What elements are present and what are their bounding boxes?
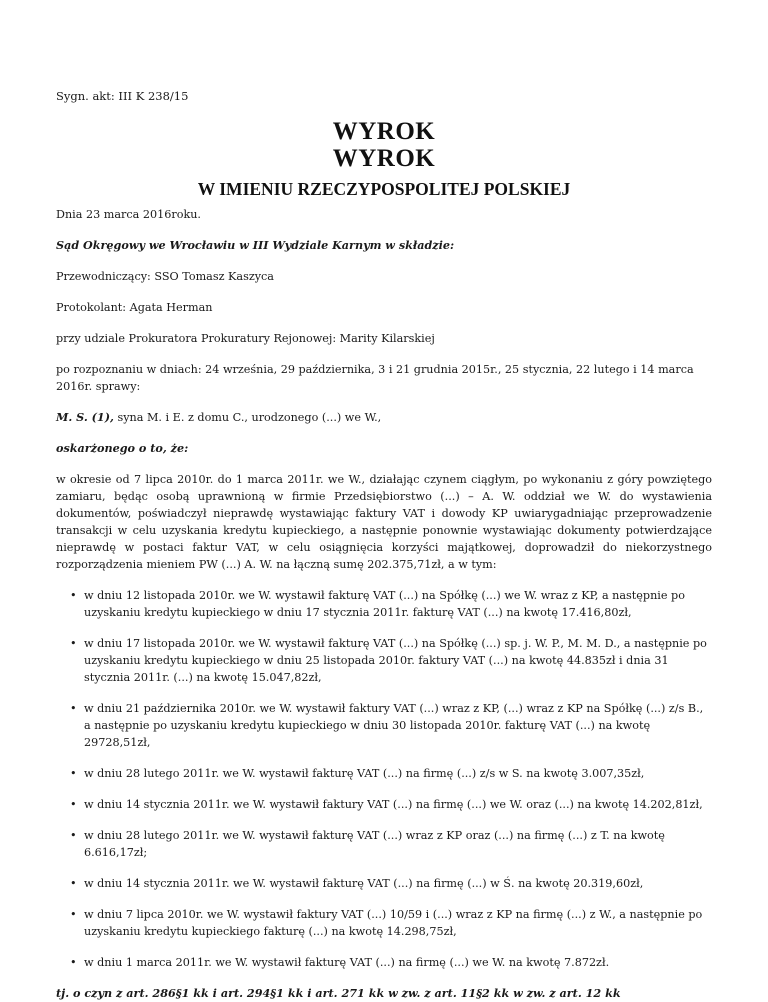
charge-items-list bbox=[56, 587, 712, 971]
bullet-icon: • bbox=[70, 956, 77, 969]
case-number: Sygn. akt: III K 238/15 bbox=[56, 89, 189, 103]
legal-basis: tj. o czyn z art. 286§1 kk i art. 294§1 kk i art. 271 kk w zw. z art. 11§2 kk w zw. z art. 12 kk bbox=[56, 986, 621, 1000]
charge-item: • w dniu 17 listopada 2010r. we W. wystawił fakturę VAT (...) na Spółkę (...) sp. j. W. P., M. M. D., a następnie po uzyskaniu kredytu kupieckiego w dniu 25 listopada 2010r. faktury VAT (...) na kwotę 44.835zł i dnia 31 stycznia 2011r. (...) na kwotę 15.047,82zł, bbox=[70, 637, 707, 684]
accused-heading: oskarżonego o to, że: bbox=[56, 441, 189, 455]
document-subtitle: W IMIENIU RZECZYPOSPOLITEJ POLSKIEJ bbox=[197, 179, 571, 199]
presiding-judge: Przewodniczący: SSO Tomasz Kaszyca bbox=[56, 270, 274, 283]
charge-item: • w dniu 21 października 2010r. we W. wystawił faktury VAT (...) wraz z KP, (...) wraz z KP na Spółkę (...) z/s B., a następnie po uzyskaniu kredytu kupieckiego w dniu 30 listopada 2010r. fakturę VAT (...) na kwotę 29728,51zł, bbox=[70, 702, 704, 749]
bullet-icon: • bbox=[70, 798, 77, 811]
charge-item: • w dniu 12 listopada 2010r. we W. wystawił fakturę VAT (...) na Spółkę (...) we W. wraz z KP, a następnie po uzyskaniu kredytu kupieckiego w dniu 17 stycznia 2011r. fakturę VAT (...) na kwotę 17.416,80zł, bbox=[70, 589, 685, 619]
bullet-icon: • bbox=[70, 702, 77, 715]
document-page bbox=[56, 88, 712, 1002]
charge-item: • w dniu 28 lutego 2011r. we W. wystawił fakturę VAT (...) wraz z KP oraz (...) na firmę (...) z T. na kwotę 6.616,17zł; bbox=[70, 829, 665, 859]
judgment-date: Dnia 23 marca 2016roku. bbox=[56, 208, 201, 221]
charge-item: • w dniu 1 marca 2011r. we W. wystawił fakturę VAT (...) na firmę (...) we W. na kwotę 7.872zł. bbox=[70, 956, 610, 969]
defendant-details: syna M. i E. z domu C., urodzonego (...) we W., bbox=[113, 411, 382, 424]
charge-item: • w dniu 28 lutego 2011r. we W. wystawił fakturę VAT (...) na firmę (...) z/s w S. na kwotę 3.007,35zł, bbox=[70, 767, 645, 780]
charge-item: • w dniu 7 lipca 2010r. we W. wystawił faktury VAT (...) 10/59 i (...) wraz z KP na firmę (...) z W., a następnie po uzyskaniu kredytu kupieckiego fakturę (...) na kwotę 14.298,75zł, bbox=[70, 908, 703, 938]
charge-item: • w dniu 14 stycznia 2011r. we W. wystawił fakturę VAT (...) na firmę (...) w Ś. na kwotę 20.319,60zł, bbox=[70, 877, 644, 890]
court-clerk: Protokolant: Agata Herman bbox=[56, 301, 213, 314]
prosecutor: przy udziale Prokuratora Prokuratury Rejonowej: Marity Kilarskiej bbox=[56, 332, 435, 345]
bullet-icon: • bbox=[70, 767, 77, 780]
defendant bbox=[56, 409, 712, 426]
bullet-icon: • bbox=[70, 829, 77, 842]
bullet-icon: • bbox=[70, 908, 77, 921]
defendant-name: M. S. (1), bbox=[56, 410, 114, 424]
court-composition-heading: Sąd Okręgowy we Wrocławiu w III Wydziale Karnym w składzie: bbox=[56, 238, 455, 252]
document-title: WYROK bbox=[332, 118, 436, 145]
document-title-repeat: WYROK bbox=[332, 145, 436, 172]
bullet-icon: • bbox=[70, 877, 77, 890]
bullet-icon: • bbox=[70, 589, 77, 602]
hearing-dates: po rozpoznaniu w dniach: 24 września, 29 października, 3 i 21 grudnia 2015r., 25 stycznia, 22 lutego i 14 marca 2016r. sprawy: bbox=[56, 363, 694, 393]
bullet-icon: • bbox=[70, 637, 77, 650]
charge-item: • w dniu 14 stycznia 2011r. we W. wystawił faktury VAT (...) na firmę (...) we W. oraz (...) na kwotę 14.202,81zł, bbox=[70, 798, 703, 811]
charge-description: w okresie od 7 lipca 2010r. do 1 marca 2011r. we W., działając czynem ciągłym, po wykonaniu z góry powziętego zamiaru, będąc osobą uprawnioną w firmie Przedsiębiorstwo (...) – A. W. oddział we W. do wystawienia dokumentów, poświadczył nieprawdę wystawiając faktury VAT i dowody KP uwiarygadniając przeprowadzenie transakcji w celu uzyskania kredytu kupieckiego, a następnie ponownie wystawiając dokumenty potwierdzające nieprawdę w postaci faktur VAT, w celu osiągnięcia korzyści majątkowej, doprowadził do niekorzystnego rozporządzenia mieniem PW (...) A. W. na łączną sumę 202.375,71zł, a w tym: bbox=[56, 473, 712, 571]
